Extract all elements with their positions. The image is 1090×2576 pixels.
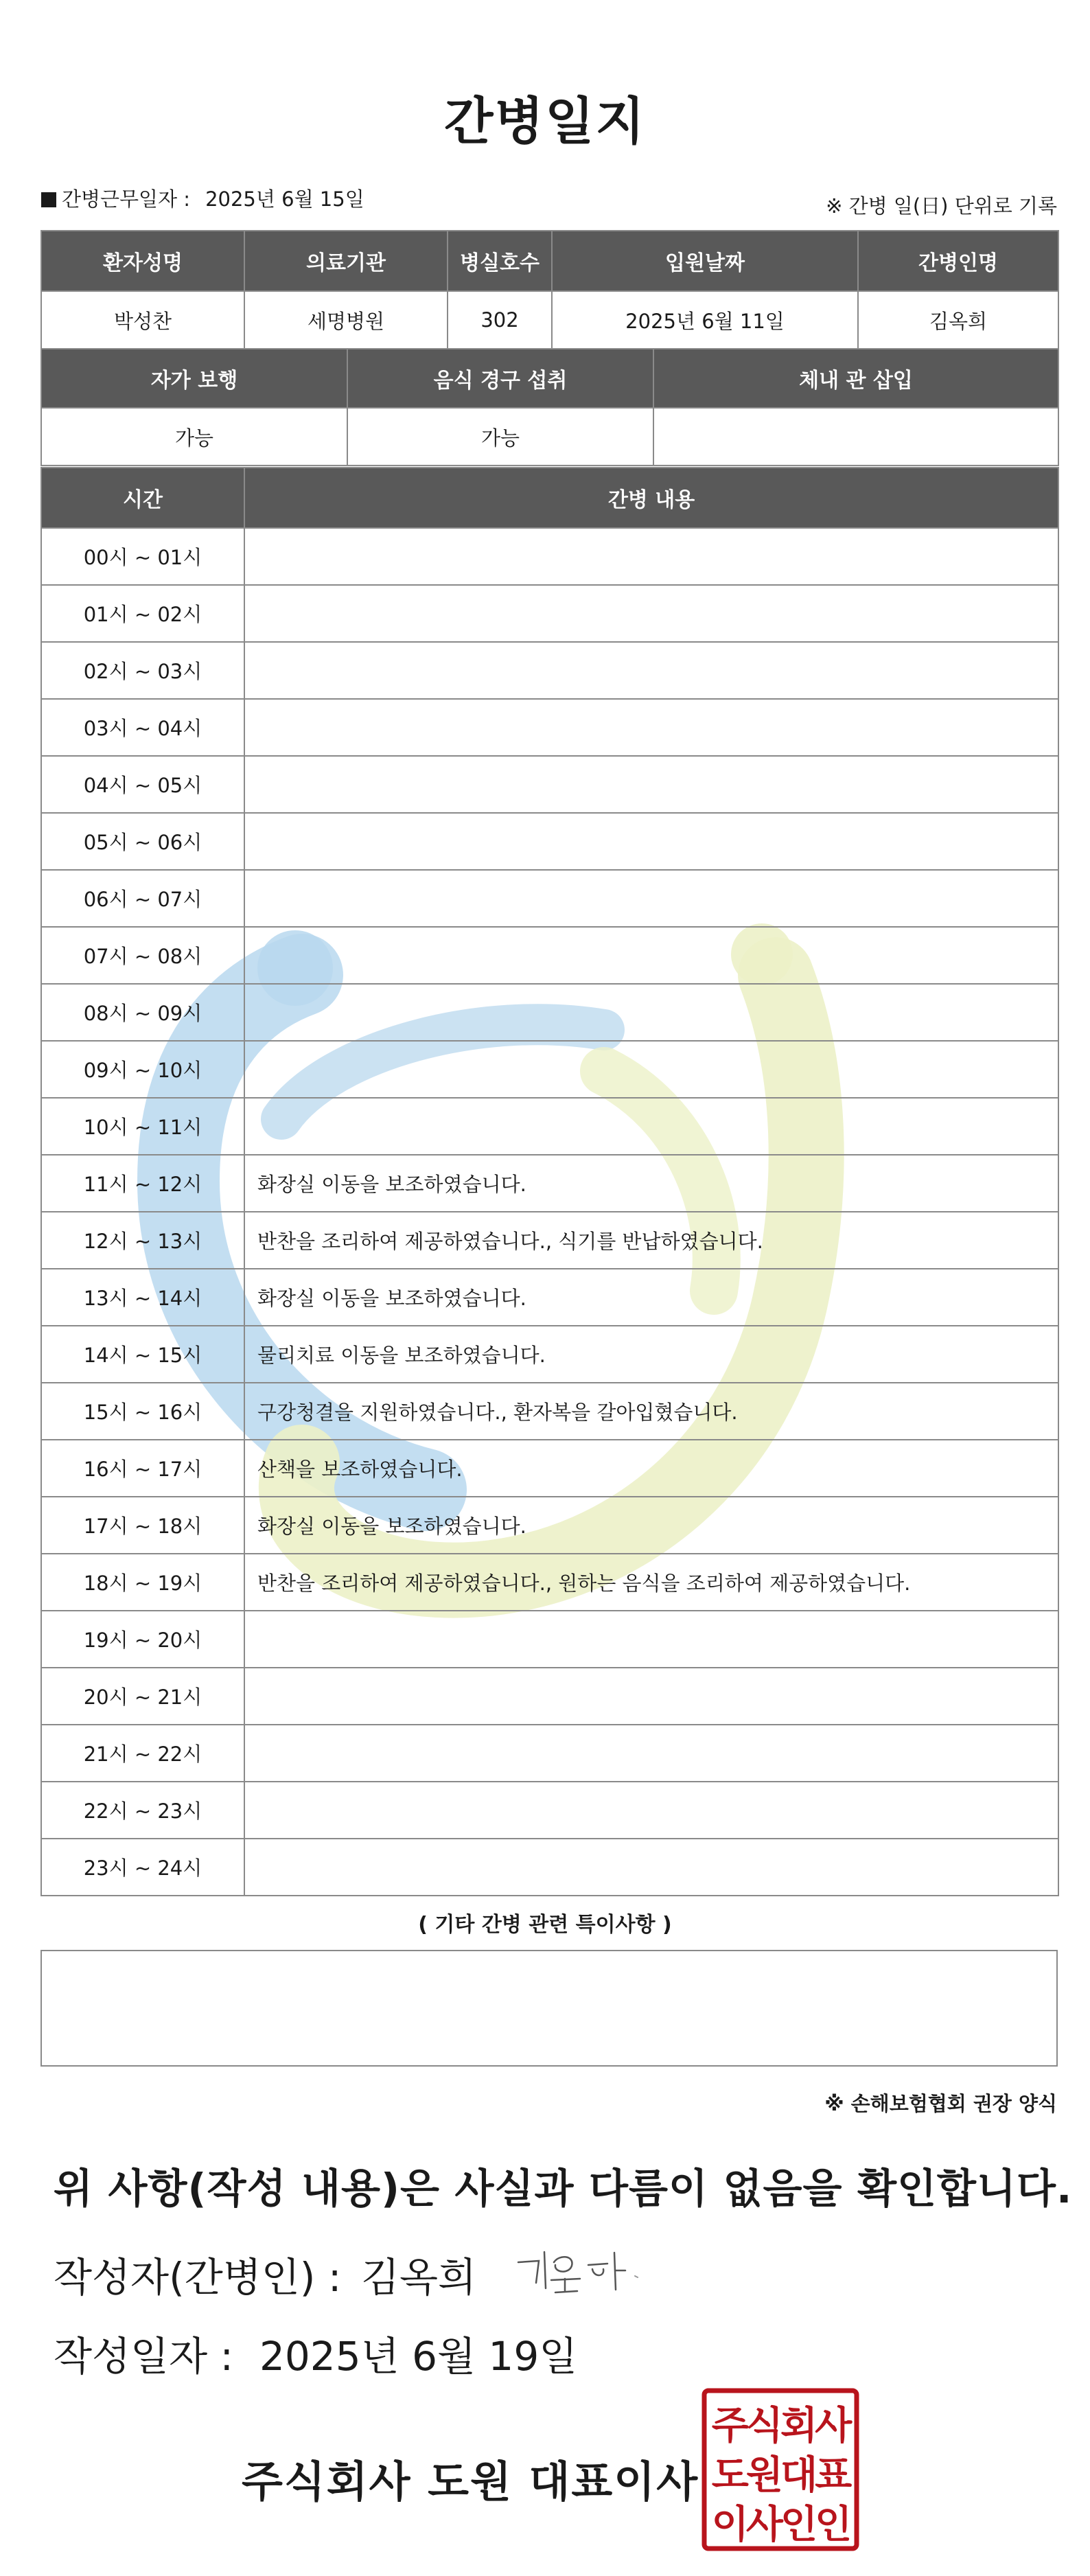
confirmation-statement: 위 사항(작성 내용)은 사실과 다름이 없음을 확인합니다. xyxy=(54,2165,1073,2212)
work-date-value: 2025년 6월 15일 xyxy=(205,187,364,211)
care-time-cell: 10시 ~ 11시 xyxy=(41,1098,244,1155)
self-walking-value: 가능 xyxy=(41,408,347,465)
patient-name: 박성찬 xyxy=(41,291,244,349)
care-time-cell: 14시 ~ 15시 xyxy=(41,1326,244,1383)
care-log-row xyxy=(41,1041,1058,1098)
unit-note: ※ 간병 일(日) 단위로 기록 xyxy=(826,194,1057,218)
patient-info-table xyxy=(40,230,1059,349)
care-content-cell xyxy=(244,1782,1058,1839)
care-time-cell: 05시 ~ 06시 xyxy=(41,813,244,870)
company-seal-stamp xyxy=(701,2388,859,2551)
care-time-cell: 19시 ~ 20시 xyxy=(41,1611,244,1668)
svg-text:도원대표: 도원대표 xyxy=(711,2453,850,2498)
header-care-content: 간병 내용 xyxy=(244,468,1058,528)
work-date-label: 간병근무일자 : xyxy=(62,187,191,211)
care-content-cell xyxy=(244,642,1058,699)
care-time-cell: 08시 ~ 09시 xyxy=(41,984,244,1041)
care-content-cell xyxy=(244,927,1058,984)
care-log-row xyxy=(41,528,1058,585)
care-log-row xyxy=(41,813,1058,870)
special-notes-box xyxy=(40,1950,1058,2067)
header-self-walking: 자가 보행 xyxy=(41,349,347,408)
work-date-line xyxy=(41,184,364,212)
handwritten-signature xyxy=(511,2235,649,2303)
care-content-cell xyxy=(244,1098,1058,1155)
care-log-row xyxy=(41,1098,1058,1155)
care-time-cell: 18시 ~ 19시 xyxy=(41,1554,244,1611)
care-log-row xyxy=(41,1212,1058,1269)
care-time-cell: 07시 ~ 08시 xyxy=(41,927,244,984)
care-log-row xyxy=(41,756,1058,813)
care-time-cell: 12시 ~ 13시 xyxy=(41,1212,244,1269)
care-content-cell: 반찬을 조리하여 제공하였습니다., 식기를 반납하였습니다. xyxy=(244,1212,1058,1269)
care-time-cell: 15시 ~ 16시 xyxy=(41,1383,244,1440)
writer-line xyxy=(54,2245,476,2303)
care-log-row xyxy=(41,1497,1058,1554)
care-content-cell: 화장실 이동을 보조하였습니다. xyxy=(244,1155,1058,1212)
ability-table xyxy=(40,348,1059,466)
care-content-cell xyxy=(244,1839,1058,1896)
room-number: 302 xyxy=(448,291,552,349)
header-room: 병실호수 xyxy=(448,231,552,291)
care-time-cell: 09시 ~ 10시 xyxy=(41,1041,244,1098)
written-date-label: 작성일자 : xyxy=(54,2333,234,2380)
care-time-cell: 16시 ~ 17시 xyxy=(41,1440,244,1497)
care-log-row xyxy=(41,984,1058,1041)
care-log-row xyxy=(41,1155,1058,1212)
care-content-cell xyxy=(244,756,1058,813)
care-time-cell: 22시 ~ 23시 xyxy=(41,1782,244,1839)
care-content-cell: 물리치료 이동을 보조하였습니다. xyxy=(244,1326,1058,1383)
written-date-line xyxy=(54,2324,577,2382)
care-log-row xyxy=(41,1839,1058,1896)
care-content-cell xyxy=(244,813,1058,870)
care-content-cell xyxy=(244,1668,1058,1725)
care-log-row xyxy=(41,870,1058,927)
care-log-row xyxy=(41,642,1058,699)
care-log-row xyxy=(41,1440,1058,1497)
care-content-cell: 반찬을 조리하여 제공하였습니다., 원하는 음식을 조리하여 제공하였습니다. xyxy=(244,1554,1058,1611)
care-time-cell: 04시 ~ 05시 xyxy=(41,756,244,813)
care-log-row xyxy=(41,1782,1058,1839)
care-log-row xyxy=(41,1611,1058,1668)
care-log-row xyxy=(41,1326,1058,1383)
header-caregiver-name: 간병인명 xyxy=(858,231,1058,291)
care-content-cell xyxy=(244,699,1058,756)
care-log-row xyxy=(41,1383,1058,1440)
care-time-cell: 21시 ~ 22시 xyxy=(41,1725,244,1782)
care-log-row xyxy=(41,585,1058,642)
care-time-cell: 02시 ~ 03시 xyxy=(41,642,244,699)
care-log-row xyxy=(41,927,1058,984)
care-log-row xyxy=(41,1725,1058,1782)
care-log-row xyxy=(41,1554,1058,1611)
care-content-cell xyxy=(244,984,1058,1041)
care-content-cell xyxy=(244,1725,1058,1782)
care-time-cell: 11시 ~ 12시 xyxy=(41,1155,244,1212)
care-log-table xyxy=(40,467,1059,1896)
care-time-cell: 20시 ~ 21시 xyxy=(41,1668,244,1725)
writer-label: 작성자(간병인) : xyxy=(54,2254,342,2301)
written-date-value: 2025년 6월 19일 xyxy=(259,2333,578,2380)
hospital-name: 세명병원 xyxy=(244,291,448,349)
special-notes-title: ( 기타 간병 관련 특이사항 ) xyxy=(418,1913,672,1937)
care-time-cell: 01시 ~ 02시 xyxy=(41,585,244,642)
company-representative: 주식회사 도원 대표이사 xyxy=(242,2457,699,2507)
header-admission-date: 입원날짜 xyxy=(552,231,858,291)
svg-text:이사인인: 이사인인 xyxy=(711,2503,850,2547)
admission-date: 2025년 6월 11일 xyxy=(552,291,858,349)
caregiver-name: 김옥희 xyxy=(858,291,1058,349)
svg-text:주식회사: 주식회사 xyxy=(711,2404,850,2448)
care-log-row xyxy=(41,1269,1058,1326)
care-content-cell xyxy=(244,585,1058,642)
page-title: 간병일지 xyxy=(444,92,646,151)
tube-insertion-value xyxy=(653,408,1058,465)
header-tube-insertion: 체내 관 삽입 xyxy=(653,349,1058,408)
care-time-cell: 00시 ~ 01시 xyxy=(41,528,244,585)
care-time-cell: 17시 ~ 18시 xyxy=(41,1497,244,1554)
care-content-cell: 화장실 이동을 보조하였습니다. xyxy=(244,1497,1058,1554)
care-content-cell: 화장실 이동을 보조하였습니다. xyxy=(244,1269,1058,1326)
header-oral-intake: 음식 경구 섭취 xyxy=(347,349,653,408)
care-content-cell: 산책을 보조하였습니다. xyxy=(244,1440,1058,1497)
care-content-cell xyxy=(244,1611,1058,1668)
header-hospital: 의료기관 xyxy=(244,231,448,291)
header-time: 시간 xyxy=(41,468,244,528)
care-content-cell xyxy=(244,1041,1058,1098)
care-time-cell: 13시 ~ 14시 xyxy=(41,1269,244,1326)
form-source-note: ※ 손해보험협회 권장 양식 xyxy=(824,2092,1057,2115)
care-content-cell: 구강청결을 지원하였습니다., 환자복을 갈아입혔습니다. xyxy=(244,1383,1058,1440)
writer-name: 김옥희 xyxy=(361,2254,477,2301)
care-log-row xyxy=(41,699,1058,756)
header-patient-name: 환자성명 xyxy=(41,231,244,291)
care-content-cell xyxy=(244,528,1058,585)
care-time-cell: 03시 ~ 04시 xyxy=(41,699,244,756)
care-time-cell: 23시 ~ 24시 xyxy=(41,1839,244,1896)
care-time-cell: 06시 ~ 07시 xyxy=(41,870,244,927)
care-content-cell xyxy=(244,870,1058,927)
care-log-row xyxy=(41,1668,1058,1725)
square-bullet-icon xyxy=(41,192,56,207)
oral-intake-value: 가능 xyxy=(347,408,653,465)
